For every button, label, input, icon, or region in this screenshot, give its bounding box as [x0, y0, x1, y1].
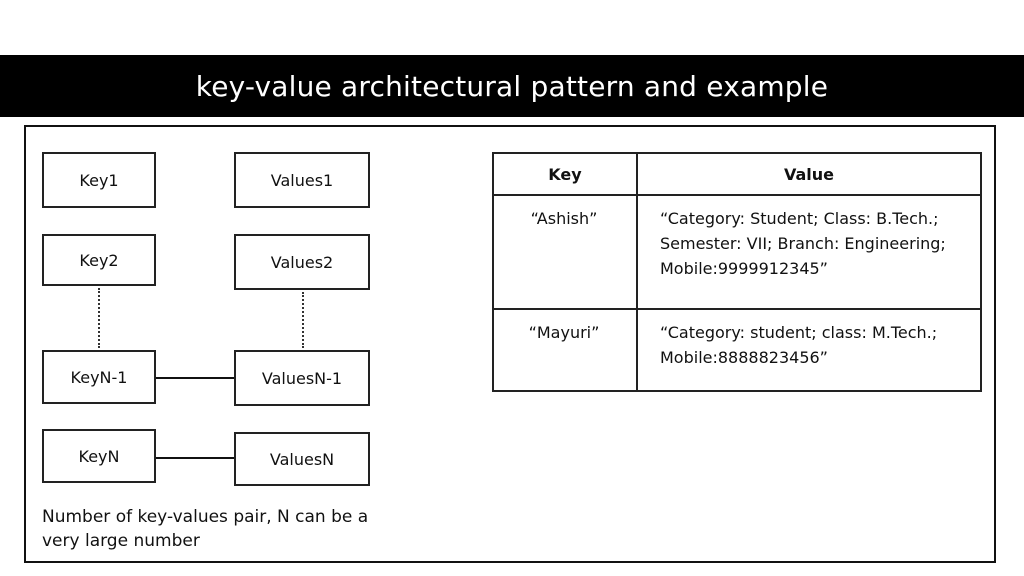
table-row — [493, 309, 981, 391]
slide-title: key-value architectural pattern and example — [195, 69, 829, 103]
header-key: Key — [493, 153, 637, 195]
row-key: “Mayuri” — [493, 309, 637, 391]
link-keyn-1-valuesn-1 — [156, 377, 234, 379]
key-value-example-table — [492, 152, 982, 392]
key-box-1: Key1 — [42, 152, 156, 208]
header-value: Value — [637, 153, 981, 195]
title-bar — [0, 55, 1024, 117]
figure-panel — [24, 125, 996, 563]
value-box-n: ValuesN — [234, 432, 370, 486]
row-key: “Ashish” — [493, 195, 637, 309]
row-value: “Category: Student; Class: B.Tech.; Semester: VII; Branch: Engineering; Mobile:9999912345” — [637, 195, 981, 309]
row-value: “Category: student; class: M.Tech.; Mobile:8888823456” — [637, 309, 981, 391]
value-box-1: Values1 — [234, 152, 370, 208]
key-box-n: KeyN — [42, 429, 156, 483]
table-header-row — [493, 153, 981, 195]
key-box-2: Key2 — [42, 234, 156, 286]
value-box-n-1: ValuesN-1 — [234, 350, 370, 406]
table-row — [493, 195, 981, 309]
key-box-n-1: KeyN-1 — [42, 350, 156, 404]
link-keyn-valuesn — [156, 457, 234, 459]
diagram-caption: Number of key-values pair, N can be a very large number — [42, 507, 369, 551]
value-box-2: Values2 — [234, 234, 370, 290]
key-ellipsis-connector — [98, 288, 100, 348]
value-ellipsis-connector — [302, 292, 304, 348]
